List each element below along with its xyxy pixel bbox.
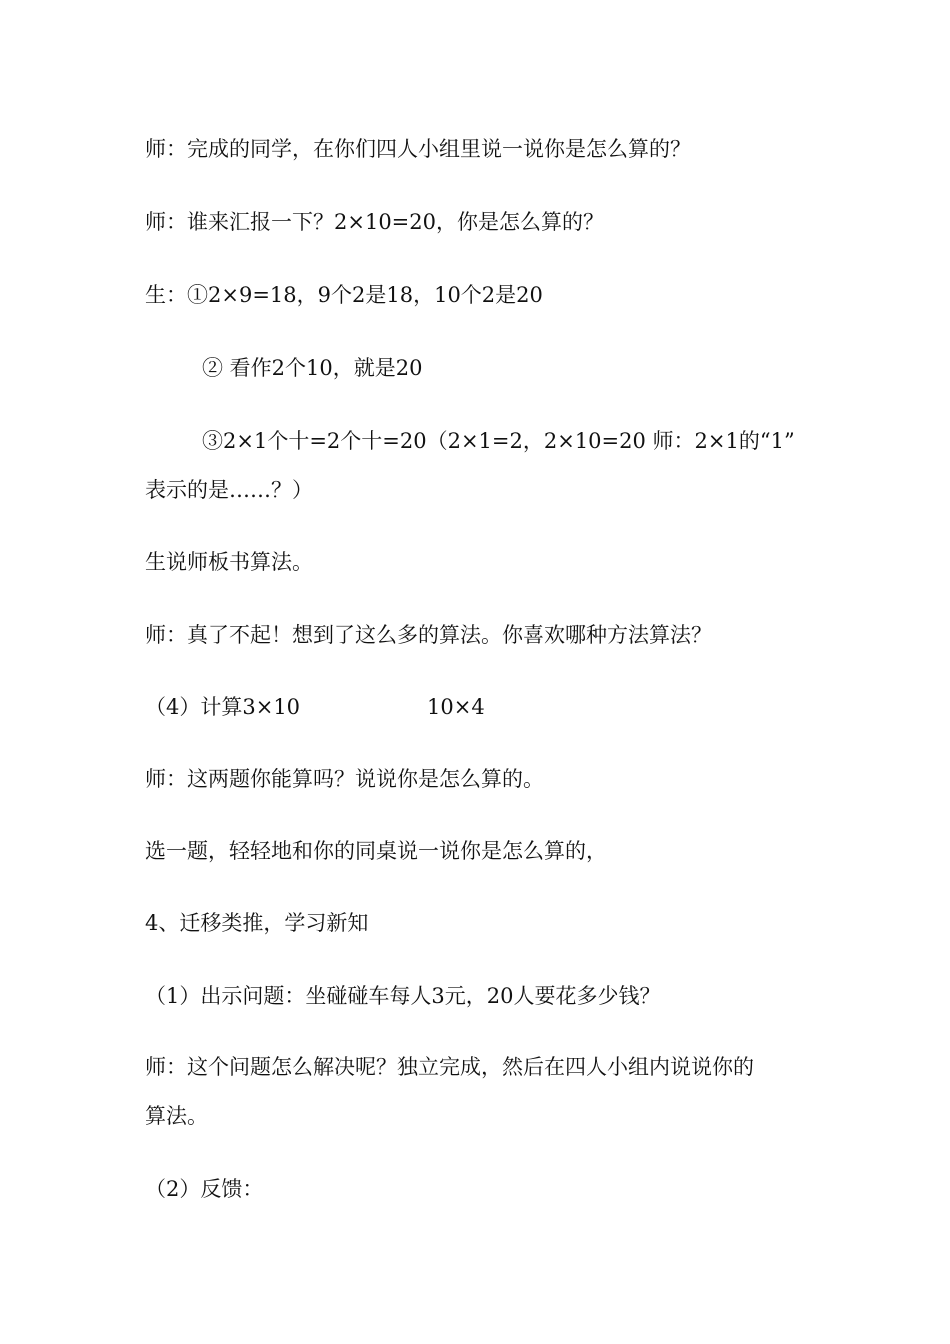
text-line-method-3-continued: 表示的是……？） <box>145 478 313 502</box>
text-line-student-method-2: ② 看作2个10，就是20 <box>202 356 423 380</box>
text-line-student-method-3: ③2×1个十=2个十=20（2×1=2，2×10=20 师：2×1的“1” <box>202 429 795 453</box>
text-line-instruction-continued: 算法。 <box>145 1104 208 1128</box>
text-line-problem: （1）出示问题：坐碰碰车每人3元，20人要花多少钱？ <box>145 984 661 1008</box>
text-line-board-writing: 生说师板书算法。 <box>145 550 313 574</box>
text-line-pair-discussion: 选一题，轻轻地和你的同桌说一说你是怎么算的， <box>145 839 607 863</box>
text-line-exercise-4 <box>145 692 485 722</box>
text-line-teacher-instruction: 师：这个问题怎么解决呢？独立完成，然后在四人小组内说说你的 <box>145 1055 754 1079</box>
text-line-teacher-praise: 师：真了不起！想到了这么多的算法。你喜欢哪种方法算法？ <box>145 623 712 647</box>
text-line-teacher-prompt: 师：完成的同学，在你们四人小组里说一说你是怎么算的？ <box>145 137 691 161</box>
exercise-item-1: （4）计算3×10 <box>145 695 301 719</box>
section-heading: 4、迁移类推，学习新知 <box>145 911 369 935</box>
text-line-feedback: （2）反馈： <box>145 1177 264 1201</box>
exercise-item-2: 10×4 <box>427 695 485 719</box>
text-line-teacher-question: 师：谁来汇报一下？2×10=20，你是怎么算的？ <box>145 210 604 234</box>
text-line-teacher-ask: 师：这两题你能算吗？说说你是怎么算的。 <box>145 767 544 791</box>
text-line-student-method-1: 生：①2×9=18，9个2是18，10个2是20 <box>145 283 543 307</box>
